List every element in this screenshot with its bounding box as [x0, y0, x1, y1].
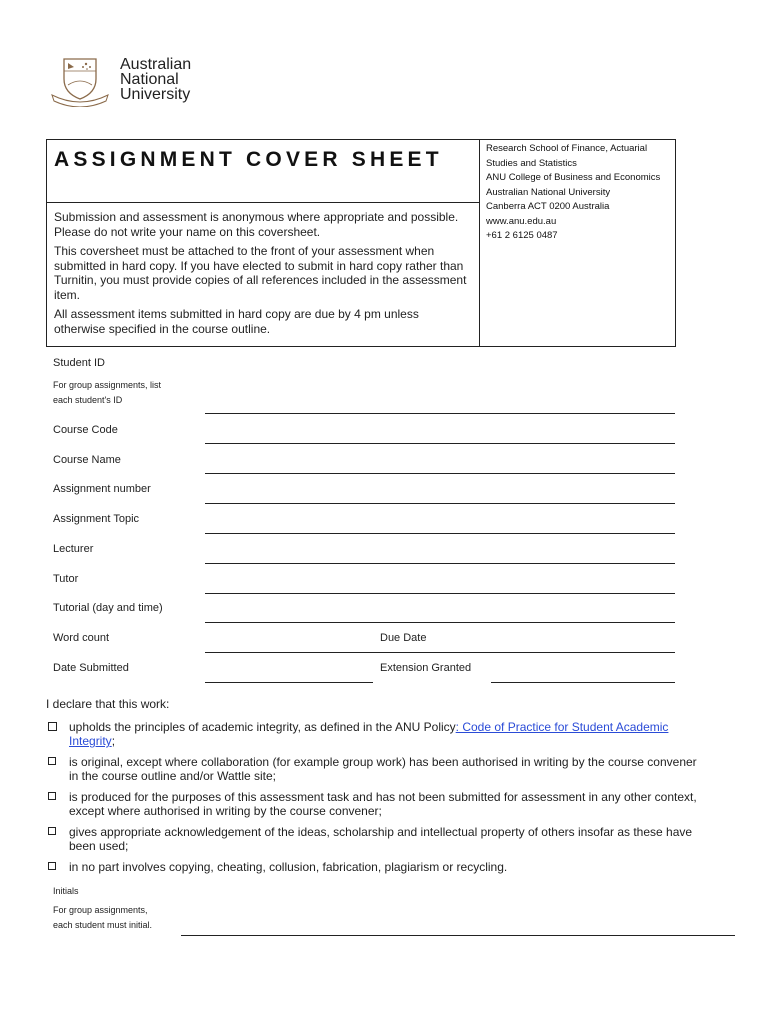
- academic-integrity-policy-link[interactable]: : Code of Practice for Student Academic Integrity: [69, 720, 669, 748]
- intro-paragraph-3: All assessment items submitted in hard copy are due by 4 pm unless otherwise specified in the course outline.: [54, 307, 419, 336]
- declaration-item-4: gives appropriate acknowledgement of the ideas, scholarship and intellectual property of others insofar as these have been used;: [48, 825, 698, 855]
- checkbox[interactable]: [48, 757, 56, 765]
- extension-granted-field[interactable]: [491, 682, 675, 683]
- assignment-topic-label: Assignment Topic: [53, 513, 140, 525]
- tutorial-field[interactable]: [205, 622, 675, 623]
- declaration-item-2: is original, except where collaboration (for example group work) has been authorised in writing by the course convener in the course outline and/or Wattle site;: [48, 755, 698, 785]
- assignment-topic-field[interactable]: [205, 533, 675, 534]
- checkbox[interactable]: [48, 792, 56, 800]
- checkbox[interactable]: [48, 862, 56, 870]
- course-name-label: Course Name: [53, 454, 121, 466]
- student-id-field[interactable]: [205, 413, 675, 414]
- school-address: Research School of Finance, Actuarial Studies and Statistics ANU College of Business and Economics Australian National University Canberra ACT 0200 Australia www.anu.edu.au +61 2 6125 0487: [486, 143, 661, 241]
- word-count-due-date-field[interactable]: [205, 652, 675, 653]
- tutor-field[interactable]: [205, 593, 675, 594]
- tutor-label: Tutor: [53, 573, 79, 585]
- checkbox[interactable]: [48, 827, 56, 835]
- lecturer-label: Lecturer: [53, 543, 94, 555]
- intro-paragraph-2: This coversheet must be attached to the front of your assessment when submitted in hard copy. If you have elected to submit in hard copy rather than Turnitin, you must provide copies of all references included in the assessment item.: [54, 244, 467, 302]
- declaration-item-5: in no part involves copying, cheating, collusion, fabrication, plagiarism or recycling.: [48, 860, 698, 876]
- initials-note: For group assignments, each student must initial.: [53, 905, 153, 930]
- declaration-item-3: is produced for the purposes of this assessment task and has not been submitted for assessment in any other context, except where authorised in writing by the course convener;: [48, 790, 698, 820]
- university-name: Australian National University: [120, 56, 192, 103]
- lecturer-field[interactable]: [205, 563, 675, 564]
- anu-logo: [50, 55, 210, 107]
- word-count-label: Word count: [53, 632, 110, 644]
- anu-crest-icon: [50, 55, 110, 107]
- course-code-field[interactable]: [205, 443, 675, 444]
- initials-label: Initials: [53, 886, 79, 896]
- intro-text: [54, 210, 472, 341]
- student-id-label: Student ID: [53, 357, 105, 369]
- due-date-label: Due Date: [380, 632, 427, 644]
- course-name-field[interactable]: [205, 473, 675, 474]
- declaration-title: I declare that this work:: [46, 697, 170, 711]
- checkbox[interactable]: [48, 722, 57, 731]
- page-title: ASSIGNMENT COVER SHEET: [54, 148, 443, 171]
- assignment-number-label: Assignment number: [53, 483, 151, 495]
- group-id-note: For group assignments, list each student's ID: [53, 380, 162, 405]
- tutorial-label: Tutorial (day and time): [53, 602, 163, 614]
- initials-field[interactable]: [181, 935, 735, 936]
- extension-granted-label: Extension Granted: [380, 662, 472, 674]
- declaration-item-1: upholds the principles of academic integrity, as defined in the ANU Policy: Code of Practice for Student Academic Integrity;: [48, 720, 698, 750]
- date-submitted-field[interactable]: [205, 682, 373, 683]
- intro-paragraph-1: Submission and assessment is anonymous where appropriate and possible. Please do not write your name on this coversheet.: [54, 210, 459, 239]
- assignment-number-field[interactable]: [205, 503, 675, 504]
- date-submitted-label: Date Submitted: [53, 662, 129, 674]
- course-code-label: Course Code: [53, 424, 118, 436]
- header-box: [46, 139, 676, 347]
